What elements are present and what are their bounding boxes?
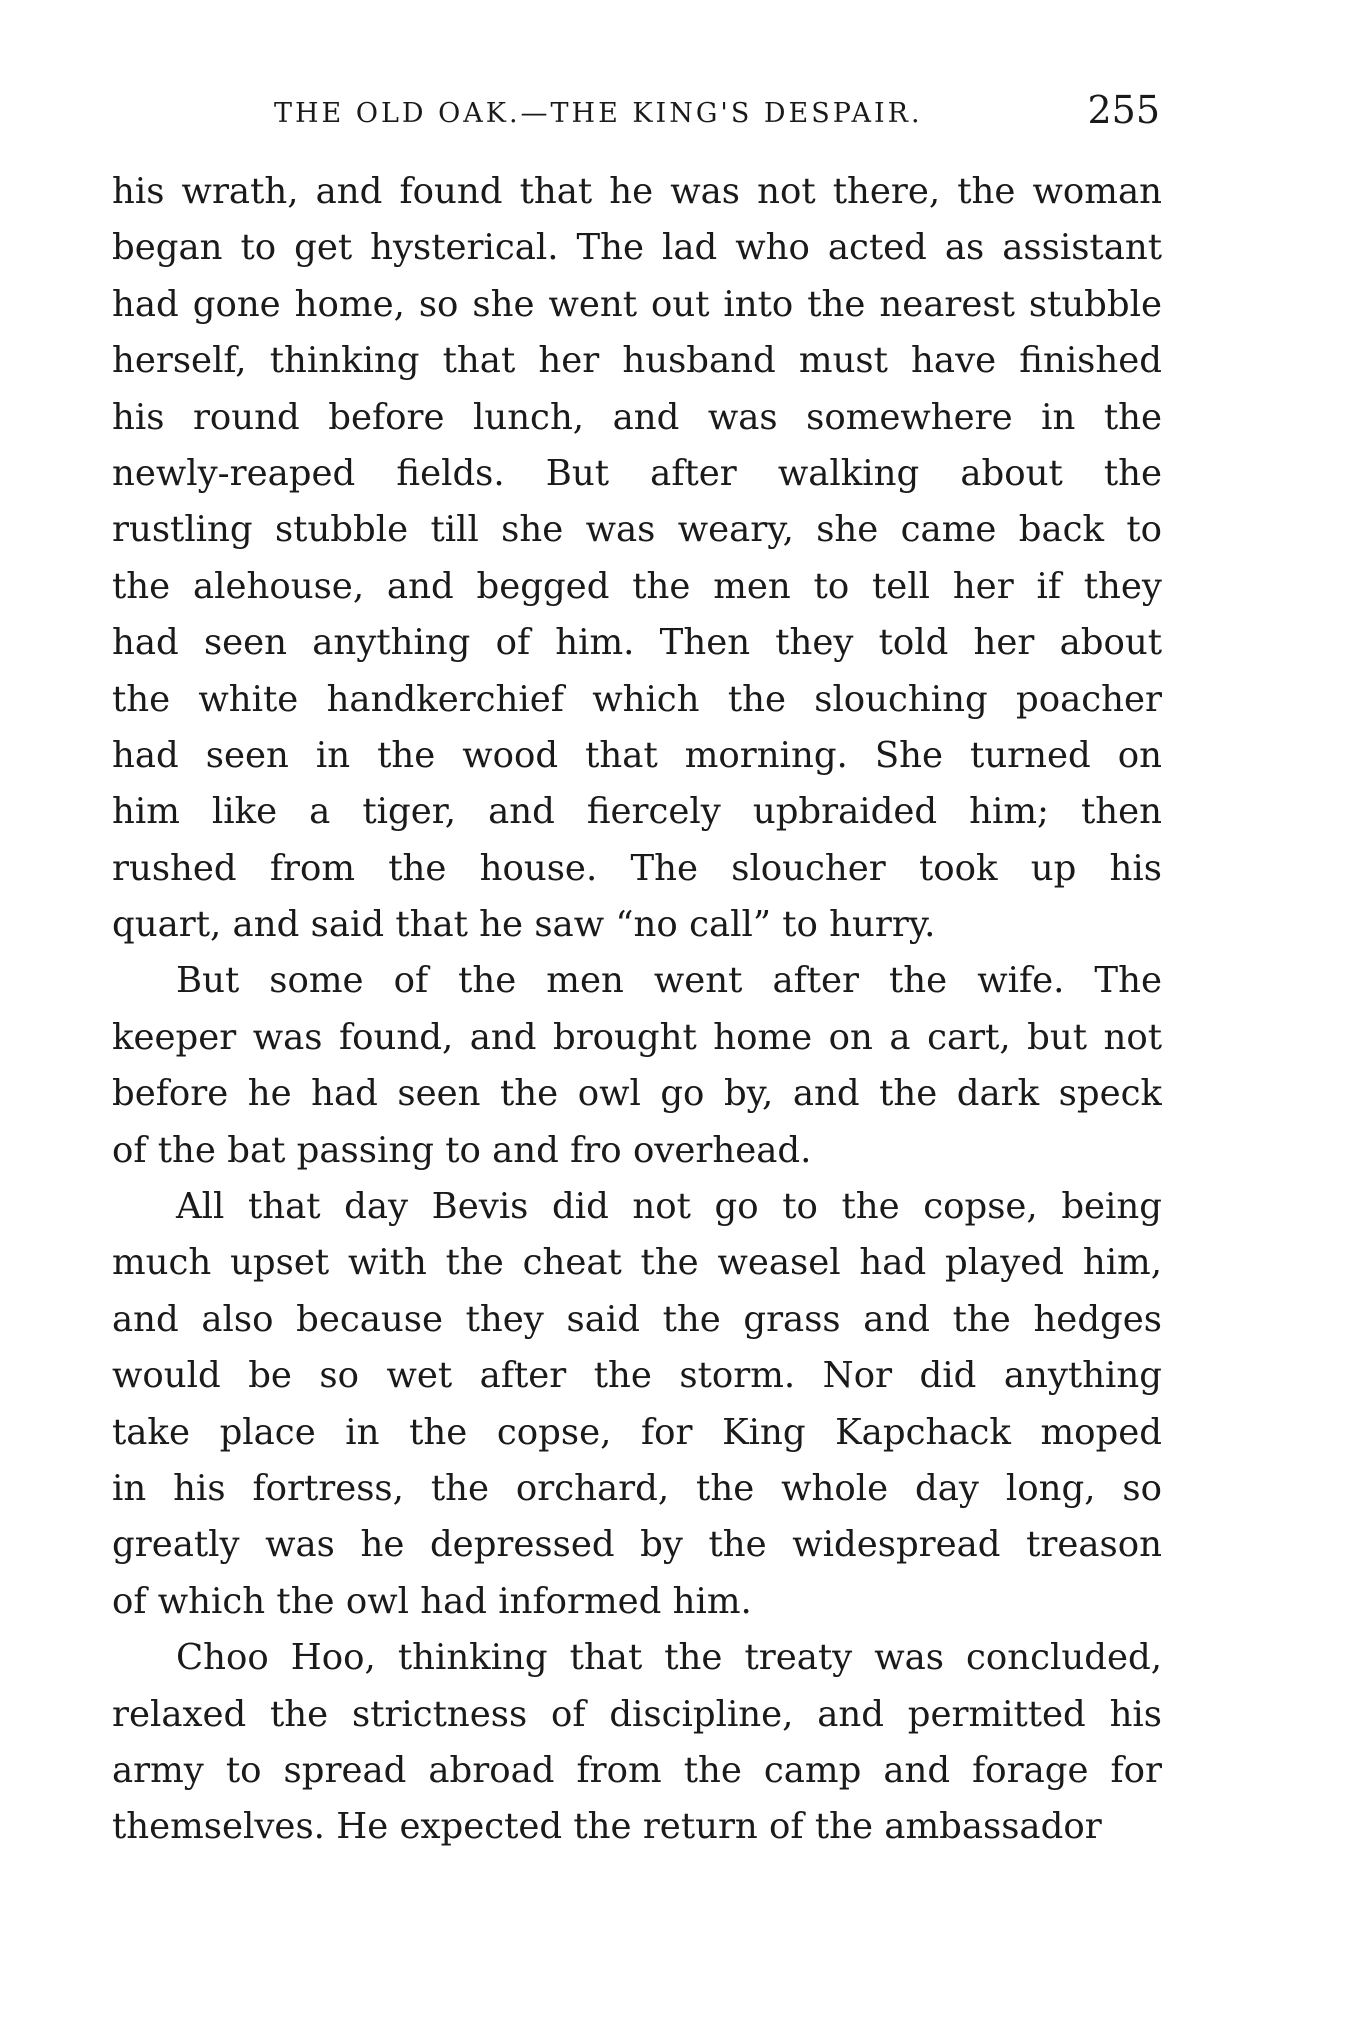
text-line: keeper was found, and brought home on a cart, but not (112, 1016, 1162, 1058)
running-head (112, 88, 1160, 138)
text-line: the alehouse, and begged the men to tell her if they (112, 565, 1162, 607)
text-line: quart, and said that he saw “no call” to hurry. (112, 904, 936, 946)
text-line: Choo Hoo, thinking that the treaty was concluded, (176, 1637, 1162, 1679)
paragraph (112, 164, 1162, 953)
text-line: of which the owl had informed him. (112, 1580, 752, 1622)
text-line: before he had seen the owl go by, and the dark speck (112, 1073, 1162, 1115)
body-text (112, 164, 1162, 1856)
text-line: newly-reaped fields. But after walking about the (112, 452, 1162, 494)
text-line: had gone home, so she went out into the nearest stubble (112, 283, 1162, 325)
text-line: in his fortress, the orchard, the whole day long, so (112, 1467, 1162, 1509)
text-line: But some of the men went after the wife. The (176, 960, 1162, 1002)
text-line: army to spread abroad from the camp and forage for (112, 1749, 1162, 1791)
text-line: his round before lunch, and was somewhere in the (112, 396, 1162, 438)
text-line: All that day Bevis did not go to the copse, being (176, 1186, 1162, 1228)
page-number: 255 (1087, 88, 1160, 132)
text-line: would be so wet after the storm. Nor did anything (112, 1355, 1162, 1397)
paragraph (112, 1179, 1162, 1630)
text-line: rustling stubble till she was weary, she came back to (112, 509, 1162, 551)
text-line: relaxed the strictness of discipline, and permitted his (112, 1693, 1162, 1735)
text-line: him like a tiger, and fiercely upbraided him; then (112, 791, 1162, 833)
paragraph (112, 953, 1162, 1179)
text-line: had seen anything of him. Then they told her about (112, 622, 1162, 664)
text-line: began to get hysterical. The lad who acted as assistant (112, 227, 1162, 269)
text-line: and also because they said the grass and the hedges (112, 1298, 1162, 1340)
running-title: THE OLD OAK.—THE KING'S DESPAIR. (274, 98, 923, 129)
text-line: herself, thinking that her husband must have finished (112, 340, 1162, 382)
text-line: themselves. He expected the return of the ambassador (112, 1806, 1102, 1848)
text-line: greatly was he depressed by the widespread treason (112, 1524, 1162, 1566)
paragraph (112, 1630, 1162, 1856)
text-line: the white handkerchief which the slouching poacher (112, 678, 1162, 720)
text-line: of the bat passing to and fro overhead. (112, 1129, 812, 1171)
text-line: had seen in the wood that morning. She turned on (112, 734, 1162, 776)
text-line: rushed from the house. The sloucher took up his (112, 847, 1162, 889)
text-line: much upset with the cheat the weasel had played him, (112, 1242, 1162, 1284)
text-line: his wrath, and found that he was not there, the woman (112, 171, 1162, 212)
text-line: take place in the copse, for King Kapchack moped (112, 1411, 1162, 1453)
